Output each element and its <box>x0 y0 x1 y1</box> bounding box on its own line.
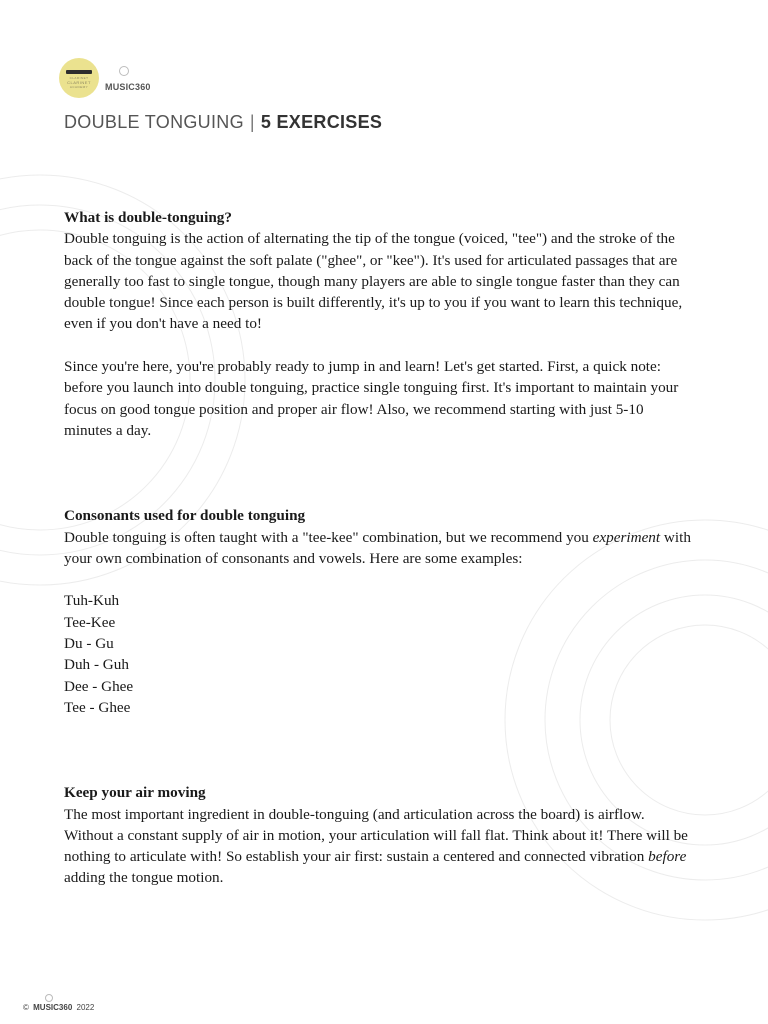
emphasis-experiment: experiment <box>592 528 661 546</box>
music360-ring-icon <box>119 66 129 76</box>
paragraph-air: The most important ingredient in double-tonguing (and articulation across the board) is airflow. Without a constant supply of air in motion, your articulation will fall flat. Think about it! There will be nothing to articulate with! So establish your air first: sustain a centered and connected vibration before adding the tongue motion. <box>64 805 688 887</box>
page-title <box>64 112 382 133</box>
paragraph-getting-started: Since you're here, you're probably ready to jump in and learn! Let's get started. First, a quick note: before you launch into double tonguing, practice single tonguing first. It's important to maintain your focus on good tongue position and proper air flow! Also, we recommend starting with just 5-10 minutes a day. <box>64 358 679 439</box>
examples-list <box>64 590 694 718</box>
list-item: Tee-Kee <box>64 613 116 631</box>
section-what-is <box>64 207 694 441</box>
music360-label: MUSIC360 <box>105 82 151 92</box>
section-heading-consonants: Consonants used for double tonguing <box>64 507 306 525</box>
section-heading-what-is: What is double-tonguing? <box>64 209 232 226</box>
list-item: Dee - Ghee <box>64 677 134 695</box>
section-air <box>64 782 694 888</box>
copyright-symbol: © <box>23 1003 29 1012</box>
clarinet-icon <box>66 70 92 74</box>
footer <box>23 1003 94 1012</box>
music360-ring-icon-small <box>45 994 53 1002</box>
academy-badge-logo <box>59 58 99 98</box>
badge-line-1: CLARINET <box>69 76 89 80</box>
badge-line-2: CLARINET <box>67 80 91 85</box>
badge-line-3: ACADEMY <box>69 85 89 89</box>
section-heading-air: Keep your air moving <box>64 784 206 802</box>
title-separator: | <box>249 112 255 132</box>
footer-year: 2022 <box>76 1003 95 1012</box>
emphasis-before: before <box>648 848 687 866</box>
paragraph-definition: Double tonguing is the action of alternating the tip of the tongue (voiced, "tee") and the stroke of the back of the tongue against the soft palate ("ghee", or "kee"). It's used for articulated passages that are generally too fast to single tongue, though many players are able to single tongue faster than they can double tongue! Since each person is built differently, it's up to you if you want to learn this technique, even if you don't have a need to! <box>64 230 683 333</box>
section-consonants <box>64 505 694 718</box>
footer-brand: MUSIC360 <box>33 1003 73 1012</box>
paragraph-consonants: Double tonguing is often taught with a "tee-kee" combination, but we recommend you experiment with your own combination of consonants and vowels. Here are some examples: <box>64 528 691 567</box>
title-sub: 5 EXERCISES <box>260 112 383 132</box>
list-item: Tee - Ghee <box>64 698 131 716</box>
list-item: Duh - Guh <box>64 656 129 674</box>
list-item: Du - Gu <box>64 635 114 653</box>
title-main: DOUBLE TONGUING <box>64 112 244 132</box>
document-body <box>64 207 694 889</box>
list-item: Tuh-Kuh <box>64 592 120 610</box>
